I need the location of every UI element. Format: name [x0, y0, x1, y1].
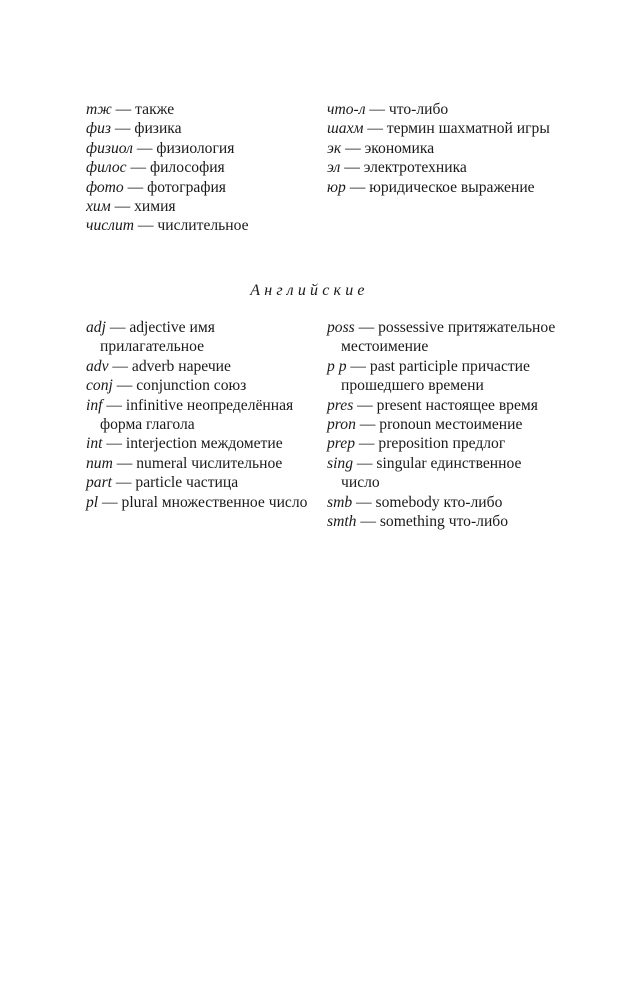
definition: физиология [156, 139, 235, 157]
definition: термин шахматной игры [386, 120, 550, 138]
abbreviation-entry: фото — фотография [86, 178, 226, 196]
definition: something что-либо [379, 513, 509, 531]
abbreviation-entry: числит — числительное [86, 217, 249, 235]
abbreviation: pl [86, 493, 99, 511]
abbreviation: adj [86, 319, 106, 336]
abbreviation: pres [327, 396, 354, 414]
definition: possessive притяжательное местоимение [341, 319, 556, 356]
abbreviation: числит [86, 217, 135, 235]
section-heading-english: Английские [250, 282, 369, 299]
abbreviation: num [86, 454, 113, 472]
abbreviation-entry: prep — preposition предлог [327, 435, 506, 453]
english-abbreviations-right-column [327, 318, 559, 531]
definition: particle частица [135, 474, 239, 492]
abbreviation: что-л [327, 101, 366, 118]
definition: interjection междометие [125, 435, 283, 453]
abbreviation-entry: num — numeral числительное [86, 454, 283, 472]
abbreviation: эк [327, 139, 342, 157]
abbreviation-entry: эл — электротехника [327, 159, 467, 177]
definition: past participle причастие прошедшего времени [341, 357, 530, 395]
definition: экономика [364, 139, 435, 157]
abbreviation-entry: smb — somebody кто-либо [327, 493, 503, 511]
abbreviation: sing [327, 454, 353, 472]
definition: химия [134, 198, 176, 216]
definition: числительное [157, 217, 249, 235]
abbreviation: юр [327, 178, 346, 196]
abbreviation-entry: pron — pronoun местоимение [327, 416, 523, 434]
definition: что-либо [388, 101, 449, 118]
definition: infinitive неопределённая форма глагола [100, 396, 294, 434]
abbreviation-entry: p p — past participle причастие прошедшего времени [327, 357, 530, 395]
abbreviation: conj [86, 377, 113, 395]
definition: numeral числительное [136, 454, 283, 472]
abbreviation-entry: тж — также [86, 101, 175, 118]
abbreviation-entry: эк — экономика [327, 139, 435, 157]
abbreviation-entry: sing — singular единственное число [327, 454, 522, 492]
abbreviation: adv [86, 357, 109, 375]
definition: conjunction союз [136, 377, 247, 395]
abbreviation-entry: pres — present настоящее время [327, 396, 538, 414]
definition: adverb наречие [131, 357, 231, 375]
definition: философия [149, 159, 225, 177]
definition: preposition предлог [378, 435, 506, 453]
abbreviation: p p [327, 357, 347, 375]
abbreviation: pron [327, 416, 356, 434]
definition: фотография [147, 178, 226, 196]
abbreviation: prep [327, 435, 356, 453]
russian-abbreviations-left-column [86, 100, 318, 236]
abbreviation-entry: физ — физика [86, 120, 182, 138]
definition: pronoun местоимение [379, 416, 523, 434]
abbreviation: физ [86, 120, 111, 138]
russian-abbreviations-right-column [327, 100, 559, 197]
abbreviation: эл [327, 159, 341, 177]
abbreviation: part [86, 474, 112, 492]
abbreviation-entry: филос — философия [86, 159, 225, 177]
abbreviation: филос [86, 159, 127, 177]
abbreviation: физиол [86, 139, 133, 157]
abbreviation-entry: adj — adjective имя прилагательное [86, 319, 215, 356]
abbreviation-entry: юр — юридическое выражение [327, 178, 535, 196]
abbreviation: int [86, 435, 103, 453]
definition: plural множественное число [121, 493, 308, 511]
definition: физика [134, 120, 182, 138]
definition: юридическое выражение [369, 178, 535, 196]
abbreviation-entry: int — interjection междометие [86, 435, 283, 453]
english-abbreviations-left-column [86, 318, 318, 512]
abbreviation: smth [327, 513, 357, 531]
definition: также [135, 101, 175, 118]
abbreviation: фото [86, 178, 124, 196]
abbreviation: тж [86, 101, 112, 118]
abbreviation: smb [327, 493, 353, 511]
abbreviation-entry: шахм — термин шахматной игры [327, 120, 550, 138]
definition: электротехника [363, 159, 467, 177]
definition: present настоящее время [376, 396, 538, 414]
definition: adjective имя прилагательное [100, 319, 215, 356]
abbreviation-entry: smth — something что-либо [327, 513, 509, 531]
abbreviation-entry: part — particle частица [86, 474, 239, 492]
abbreviation-entry: что-л — что-либо [327, 101, 449, 118]
abbreviation: poss [327, 319, 355, 336]
abbreviation-entry: pl — plural множественное число [86, 493, 308, 511]
definition: singular единственное число [341, 454, 522, 492]
abbreviation-entry: adv — adverb наречие [86, 357, 231, 375]
abbreviation-entry: poss — possessive притяжательное местоимение [327, 319, 556, 356]
abbreviation-entry: conj — conjunction союз [86, 377, 247, 395]
abbreviation-entry: inf — infinitive неопределённая форма глагола [86, 396, 294, 434]
definition: somebody кто-либо [375, 493, 503, 511]
abbreviation-entry: хим — химия [86, 198, 176, 216]
abbreviation: inf [86, 396, 103, 414]
abbreviation-entry: физиол — физиология [86, 139, 235, 157]
abbreviation: хим [86, 198, 111, 216]
abbreviation: шахм [327, 120, 364, 138]
